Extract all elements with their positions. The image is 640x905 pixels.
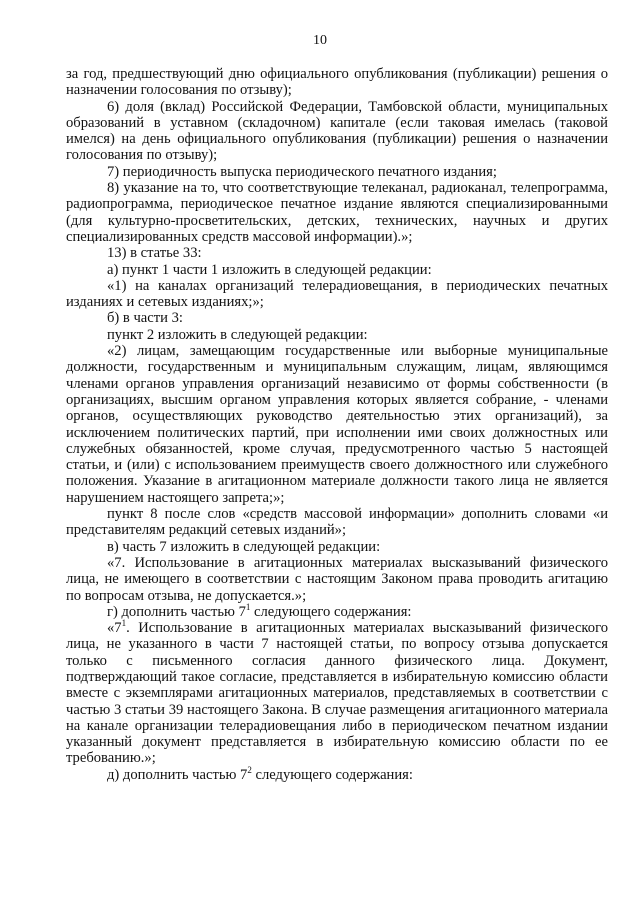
paragraph-text: «7: [107, 620, 122, 637]
paragraph-text: а) пункт 1 части 1 изложить в следующей редакции:: [107, 261, 432, 278]
paragraph-text-continued: следующего содержания:: [250, 603, 412, 620]
paragraph: [66, 601, 608, 620]
document-body: [66, 66, 608, 783]
paragraph: [66, 262, 608, 278]
paragraph: [66, 99, 608, 164]
paragraph: [66, 245, 608, 261]
paragraph: [66, 539, 608, 555]
paragraph-text: пункт 8 после слов «средств массовой информации» дополнить словами «и представителям редакций сетевых изданий»;: [66, 506, 608, 539]
paragraph-text: пункт 2 изложить в следующей редакции:: [107, 326, 368, 343]
paragraph: [66, 506, 608, 539]
paragraph-text: в) часть 7 изложить в следующей редакции:: [107, 538, 381, 555]
paragraph: [66, 164, 608, 180]
paragraph: [66, 555, 608, 604]
paragraph: [66, 764, 608, 783]
superscript: 2: [247, 764, 252, 775]
page-number: 10: [313, 33, 327, 48]
paragraph: [66, 343, 608, 506]
paragraph: [66, 278, 608, 311]
paragraph-text: «7. Использование в агитационных материалах высказываний физического лица, не имеющего в соответствии с настоящим Законом права проводить агитацию по вопросам отзыва, не допускается.»;: [66, 554, 608, 604]
paragraph: [66, 327, 608, 343]
paragraph: [66, 180, 608, 245]
paragraph: [66, 66, 608, 99]
paragraph-text-continued: . Использование в агитационных материалах высказываний физического лица, не указанного в части 7 настоящей статьи, по вопросу отзыва допускается только с письменного согласия данного физического лица. Документ, подтверждающий такое согласие, представляется в избирательную комиссию области вместе с экземплярами агитационных материалов, представляемых в соответствии с частью 3 статьи 39 настоящего Закона. В случае размещения агитационного материала на канале организации телерадиовещания либо в периодическом печатном издании указанный документ представляется в избирательную комиссию области по ее требованию.»;: [66, 620, 608, 767]
paragraph-text: «1) на каналах организаций телерадиовещания, в периодических печатных изданиях и сетевых изданиях;»;: [66, 277, 608, 311]
paragraph-text: б) в части 3:: [107, 310, 183, 327]
superscript: 1: [245, 601, 251, 612]
paragraph-text: 13) в статье 33:: [107, 245, 202, 262]
paragraph-text: г) дополнить частью 7: [107, 603, 246, 620]
paragraph-text: 7) периодичность выпуска периодического печатного издания;: [107, 163, 497, 180]
paragraph: [66, 620, 608, 767]
paragraph-text: «2) лицам, замещающим государственные или выборные муниципальные должности, государственным и муниципальным служащим, лицам, являющимся членами органов управления организаций независимо от формы собственности (в организациях, высшим органом управления которых является собрание, - членами органов, осуществляющих руководство деятельностью этих организаций), за исключением политических партий, при исполнении ими своих должностных или служебных обязанностей, кроме случая, предусмотренного частью 5 настоящей статьи, и (или) с использованием преимуществ своего должностного или служебного положения. Указание в агитационном материале должности такого лица не является нарушением настоящего запрета;»;: [66, 343, 608, 506]
paragraph-text: 6) доля (вклад) Российской Федерации, Тамбовской области, муниципальных образований в уставном (складочном) капитале (если таковая имелась (таковой имелся) на день официального опубликования (публикации) решения о назначении голосования по отзыву);: [66, 98, 608, 164]
paragraph-text: д) дополнить частью 7: [107, 766, 248, 783]
superscript: 1: [121, 618, 127, 629]
paragraph-text: 8) указание на то, что соответствующие телеканал, радиоканал, телепрограмма, радиопрограмма, периодическое печатное издание являются специализированными (для культурно-просветительских, детских, технических, научных и других специализированных средств массовой информации).»;: [66, 180, 608, 245]
paragraph-text-continued: следующего содержания:: [251, 766, 413, 783]
paragraph-text: за год, предшествующий дню официального опубликования (публикации) решения о назначении голосования по отзыву);: [66, 66, 608, 99]
paragraph: [66, 310, 608, 326]
